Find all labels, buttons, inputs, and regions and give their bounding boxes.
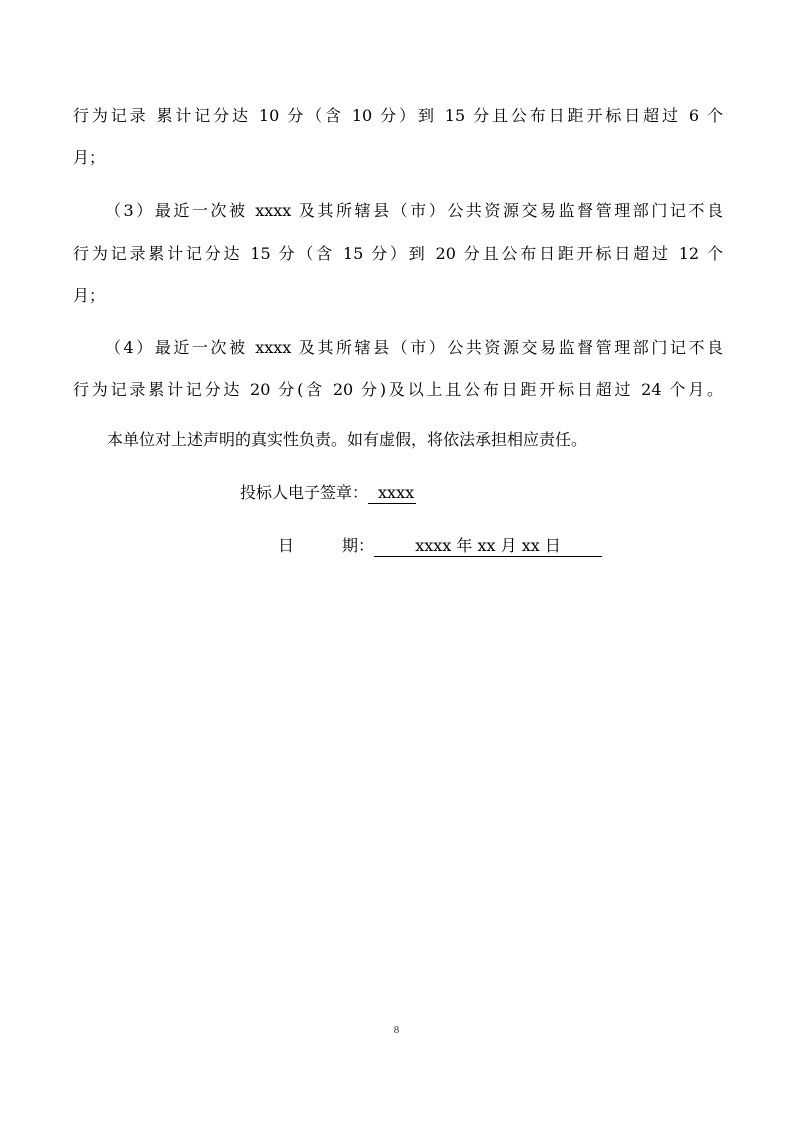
date-row xyxy=(278,536,602,557)
date-value: xxxx 年 xx 月 xx 日 xyxy=(374,536,602,557)
paragraph-line: （4）最近一次被 xxxx 及其所辖县（市）公共资源交易监督管理部门记不良 xyxy=(105,338,723,357)
signature-value: xxxx xyxy=(368,483,416,504)
page-number: 8 xyxy=(393,1024,400,1036)
paragraph-line: 行为记录 累计记分达 10 分（含 10 分）到 15 分且公布日距开标日超过 6 个 xyxy=(73,106,723,125)
declaration-line: 本单位对上述声明的真实性负责。如有虚假，将依法承担相应责任。 xyxy=(107,430,588,449)
paragraph-line: 月； xyxy=(73,148,106,167)
signature-row xyxy=(240,483,416,504)
date-label: 日 期： xyxy=(278,536,375,555)
paragraph-line: 月； xyxy=(73,286,106,305)
paragraph-line: 行为记录累计记分达 20 分(含 20 分)及以上且公布日距开标日超过 24 个月。 xyxy=(73,380,723,399)
paragraph-line: 行为记录累计记分达 15 分（含 15 分）到 20 分且公布日距开标日超过 12 个 xyxy=(73,244,723,263)
signature-label: 投标人电子签章： xyxy=(240,483,369,502)
paragraph-line: （3）最近一次被 xxxx 及其所辖县（市）公共资源交易监督管理部门记不良 xyxy=(105,201,723,220)
